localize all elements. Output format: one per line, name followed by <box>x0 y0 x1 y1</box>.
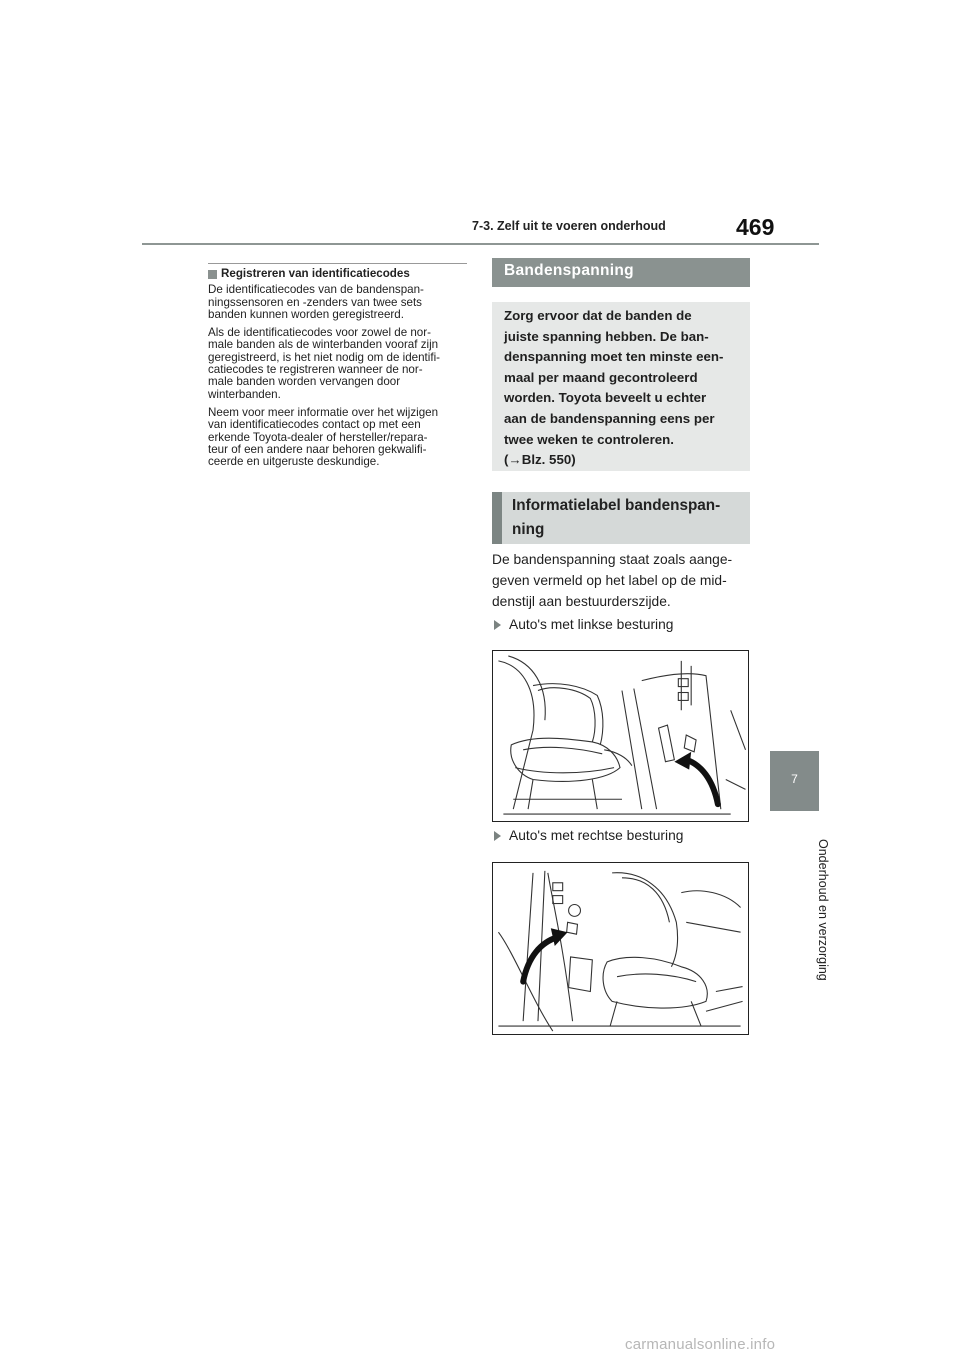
subsection-heading-bar: Informatielabel bandenspan- ning <box>492 492 750 544</box>
illustration-left-hand-drive <box>492 650 749 822</box>
chapter-tab <box>770 751 819 811</box>
note-box: Zorg ervoor dat de banden de juiste spanning hebben. De ban- denspanning moet ten minste een- maal per maand gecontroleerd worden. Toyota beveelt u echter aan de bandenspanning eens per twee weken te controleren. (→Blz. 550) <box>492 302 750 471</box>
left-divider <box>208 263 467 264</box>
chapter-number: 7 <box>791 772 798 786</box>
body-paragraph: De bandenspanning staat zoals aange- geven vermeld op het label op de mid- denstijl aan bestuurderszijde. <box>492 552 733 609</box>
bullet-text: Auto's met rechtse besturing <box>509 828 684 843</box>
illustration-right-hand-drive <box>492 862 749 1035</box>
paragraph: Neem voor meer informatie over het wijzigen van identificatiecodes contact op met een erkende Toyota-dealer of hersteller/repara- teur of een andere naar behoren gekwalifi- ceerde en uitgeruste deskundige. <box>208 405 439 469</box>
subsection-heading-text: Registreren van identificatiecodes <box>221 267 410 280</box>
triangle-bullet-icon <box>494 620 501 630</box>
bullet-right-hand-drive <box>494 828 683 843</box>
header-divider <box>142 243 819 245</box>
paragraph: De identificatiecodes van de bandenspan- ningssensoren en -zenders van twee sets banden kunnen worden geregistreerd. <box>208 283 424 321</box>
subsection-heading <box>208 268 470 280</box>
bullet-left-hand-drive <box>494 617 673 632</box>
bullet-text: Auto's met linkse besturing <box>509 617 674 632</box>
left-column <box>208 268 470 474</box>
paragraph: Als de identificatiecodes voor zowel de nor- male banden als de winterbanden vooraf zijn geregistreerd, is het niet nodig om de identifi- catiecodes te registreren wanneer de nor- male banden worden vervangen door winterbanden. <box>208 326 441 401</box>
square-bullet-icon <box>208 270 217 279</box>
triangle-bullet-icon <box>494 831 501 841</box>
page-number: 469 <box>736 214 775 240</box>
chapter-label: Onderhoud en verzorging <box>816 839 830 981</box>
section-title: 7-3. Zelf uit te voeren onderhoud <box>472 219 666 233</box>
section-heading: Bandenspanning <box>492 258 750 287</box>
seat-pillar-illustration <box>493 651 748 821</box>
seat-pillar-illustration <box>493 863 748 1034</box>
watermark: carmanualsonline.info <box>625 1336 776 1353</box>
